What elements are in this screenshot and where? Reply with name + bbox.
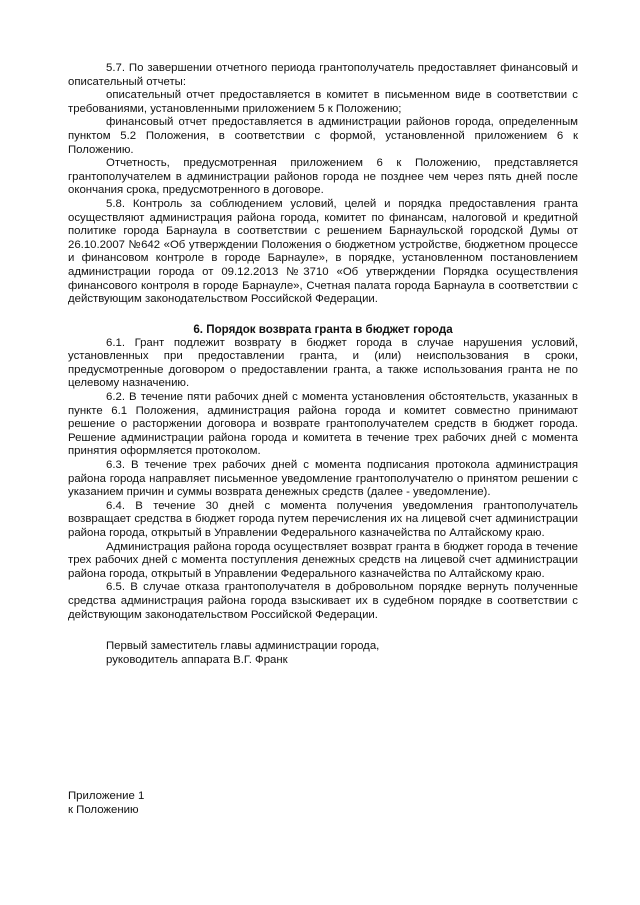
paragraph-descriptive-report: описательный отчет предоставляется в комитет в письменном виде в соответствии с требованиями, установленными приложением 5 к Положению; bbox=[68, 89, 578, 115]
signature-title: Первый заместитель главы администрации города, bbox=[106, 640, 380, 653]
signature-block bbox=[68, 640, 578, 667]
paragraph-grant-return: Администрация района города осуществляет возврат гранта в бюджет города в течение трех рабочих дней с момента поступления денежных средств на лицевой счет администрации района города, открытый в Управлении Федерального казначейства по Алтайскому краю. bbox=[68, 540, 578, 580]
paragraph-6-3: 6.3. В течение трех рабочих дней с момента подписания протокола администрация района города направляет письменное уведомление грантополучателю о принятом решении с указанием причин и суммы возврата денежных средств (далее - уведомление). bbox=[68, 459, 578, 499]
paragraph-5-7: 5.7. По завершении отчетного периода грантополучатель предоставляет финансовый и описательный отчеты: bbox=[68, 62, 578, 88]
paragraph-reporting-deadline: Отчетность, предусмотренная приложением 6 к Положению, представляется грантополучателем в администрации районов города не позднее чем через пять дней после окончания срока, предусмотренного в договоре. bbox=[68, 157, 578, 197]
paragraph-6-2: 6.2. В течение пяти рабочих дней с момента установления обстоятельств, указанных в пункте 6.1 Положения, администрация района города и комитет совместно принимают решение о расторжении договора и возврате грантополучателем средств в бюджет города. Решение администрации района города и комитета в течение трех рабочих дней с момента принятия оформляется протоколом. bbox=[68, 391, 578, 458]
appendix-number: Приложение 1 bbox=[68, 790, 145, 802]
paragraph-6-1: 6.1. Грант подлежит возврату в бюджет города в случае нарушения условий, установленных при предоставлении гранта, и (или) неиспользования в сроки, предусмотренные договором о предоставлении гранта, а также использования гранта не по целевому назначению. bbox=[68, 336, 578, 390]
paragraph-5-8: 5.8. Контроль за соблюдением условий, целей и порядка предоставления гранта осуществляют администрация района города, комитет по финансам, налоговой и кредитной политике города Барнаула в соответствии с решением Барнаульской городской Думы от 26.10.2007 №642 «Об утверждении Положения о бюджетном устройстве, бюджетном процессе и финансовом контроле в городе Барнауле», в порядке, установленном постановлением администрации города от 09.12.2013 №3710 «Об утверждении Порядка осуществления финансового контроля в городе Барнауле», Счетная палата города Барнаула в соответствии с действующим законодательством Российской Федерации. bbox=[68, 197, 578, 306]
appendix-label bbox=[68, 790, 144, 817]
paragraph-6-5: 6.5. В случае отказа грантополучателя в добровольном порядке вернуть полученные средства администрация района города взыскивает их в судебном порядке в соответствии с действующим законодательством Российской Федерации. bbox=[68, 581, 578, 621]
paragraph-financial-report: финансовый отчет предоставляется в администрации районов города, определенным пунктом 5.2 Положения, в соответствии с формой, установленной приложением 6 к Положению. bbox=[68, 116, 578, 156]
signature-name: руководитель аппарата В.Г. Франк bbox=[106, 653, 288, 666]
appendix-reference: к Положению bbox=[68, 803, 139, 816]
section-6-heading: 6. Порядок возврата гранта в бюджет города bbox=[193, 322, 453, 336]
paragraph-6-4: 6.4. В течение 30 дней с момента получения уведомления грантополучатель возвращает средства в бюджет города путем перечисления их на лицевой счет администрации района города, открытый в Управлении Федерального казначейства по Алтайскому краю. bbox=[68, 499, 578, 539]
document-body bbox=[68, 62, 578, 667]
